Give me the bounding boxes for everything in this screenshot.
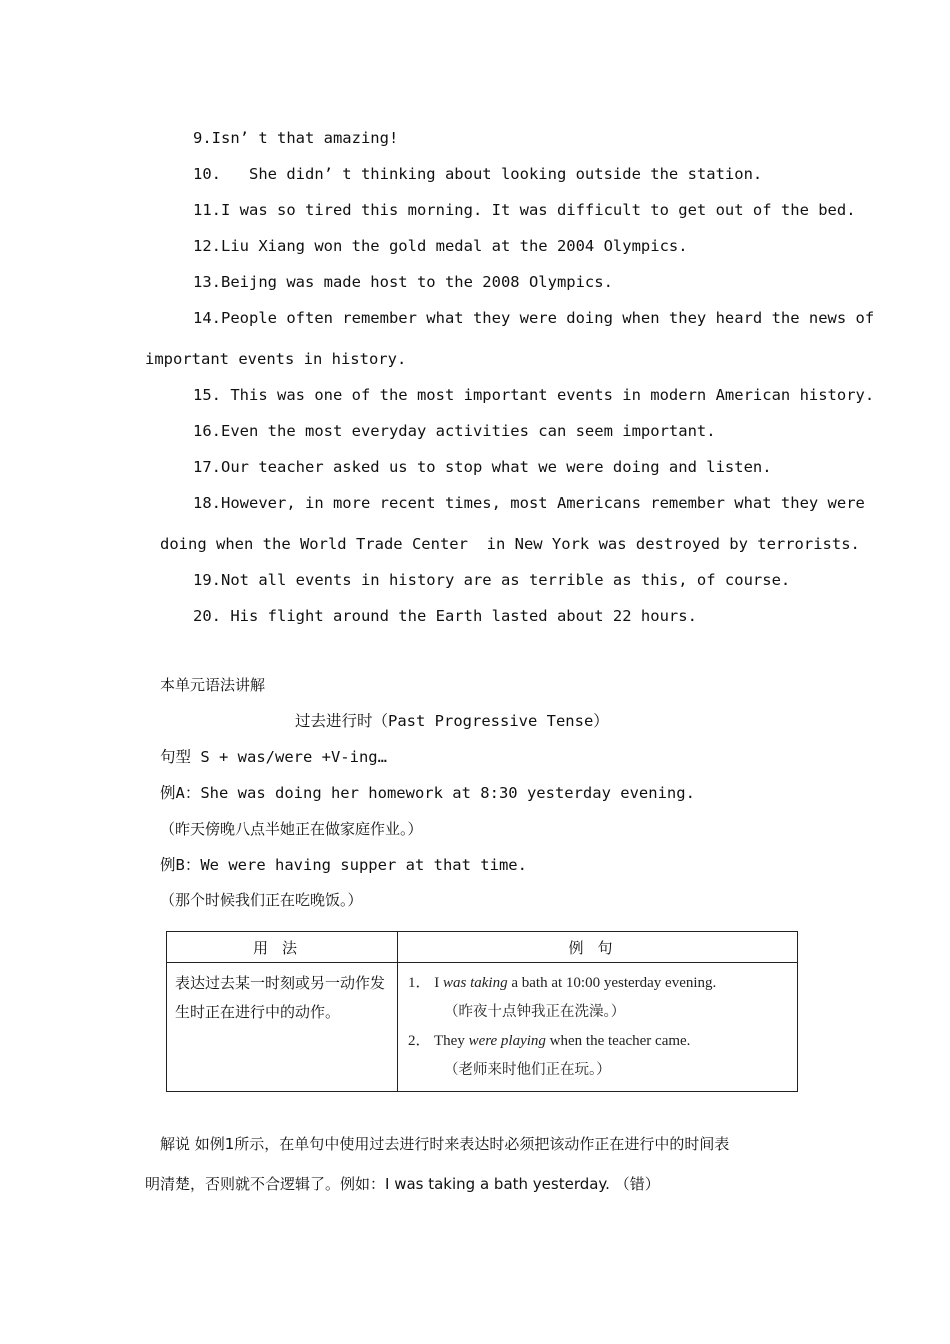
sentence-12: 12.Liu Xiang won the gold medal at the 2004 Olympics. (193, 237, 688, 255)
example-2-number: 2． (408, 1033, 431, 1049)
example-1-number: 1． (408, 975, 431, 991)
sentence-15: 15. This was one of the most important events in modern American history. (193, 386, 875, 404)
example-b-translation: （那个时候我们正在吃晚饭。） (160, 891, 363, 909)
examples-cell (398, 963, 798, 1092)
sentence-pattern: 句型 S + was/were +V-ing… (160, 748, 387, 766)
sentence-18-line1: 18.However, in more recent times, most Americans remember what they were (193, 494, 865, 512)
example-1-verb: was taking (443, 975, 508, 991)
example-1-pre: I (434, 975, 444, 991)
example-2-verb: were playing (468, 1033, 546, 1049)
sentence-20: 20. His flight around the Earth lasted about 22 hours. (193, 607, 697, 625)
example-2-pre: They (434, 1033, 469, 1049)
header-example: 例句 (398, 932, 798, 963)
sentence-19: 19.Not all events in history are as terrible as this, of course. (193, 571, 791, 589)
sentence-9: 9.Isn’ t that amazing! (193, 129, 399, 147)
example-1-post: a bath at 10:00 yesterday evening. (507, 975, 717, 991)
grammar-section-title: 本单元语法讲解 (160, 676, 266, 694)
explanation-line1: 解说 如例1所示，在单句中使用过去进行时来表达时必须把该动作正在进行中的时间表 (160, 1135, 730, 1153)
example-a: 例A：She was doing her homework at 8:30 yesterday evening. (160, 784, 695, 802)
header-usage: 用法 (167, 932, 398, 963)
sentence-14-line1: 14.People often remember what they were doing when they heard the news of (193, 309, 875, 327)
sentence-16: 16.Even the most everyday activities can seem important. (193, 422, 716, 440)
explanation-line2: 明清楚，否则就不合逻辑了。例如：I was taking a bath yesterday. （错） (145, 1175, 660, 1193)
sentence-10: 10. She didn’ t thinking about looking outside the station. (193, 165, 763, 183)
example-1-translation: （昨夜十点钟我正在洗澡。） (444, 1004, 626, 1020)
example-1 (408, 969, 787, 998)
example-2 (408, 1027, 787, 1056)
sentence-13: 13.Beijng was made host to the 2008 Olympics. (193, 273, 613, 291)
usage-cell: 表达过去某一时刻或另一动作发生时正在进行中的动作。 (167, 963, 398, 1092)
sentence-14-line2: important events in history. (145, 350, 407, 368)
example-2-translation: （老师来时他们正在玩。） (444, 1062, 611, 1078)
usage-table (166, 931, 798, 1092)
sentence-18-line2: doing when the World Trade Center in New York was destroyed by terrorists. (160, 535, 860, 553)
example-b: 例B：We were having supper at that time. (160, 856, 527, 874)
tense-title: 过去进行时（Past Progressive Tense） (295, 712, 609, 730)
sentence-11: 11.I was so tired this morning. It was difficult to get out of the bed. (193, 201, 856, 219)
table-header-row (167, 932, 798, 963)
example-2-post: when the teacher came. (545, 1033, 691, 1049)
sentence-17: 17.Our teacher asked us to stop what we were doing and listen. (193, 458, 772, 476)
table-row (167, 963, 798, 1092)
example-a-translation: （昨天傍晚八点半她正在做家庭作业。） (160, 820, 423, 838)
